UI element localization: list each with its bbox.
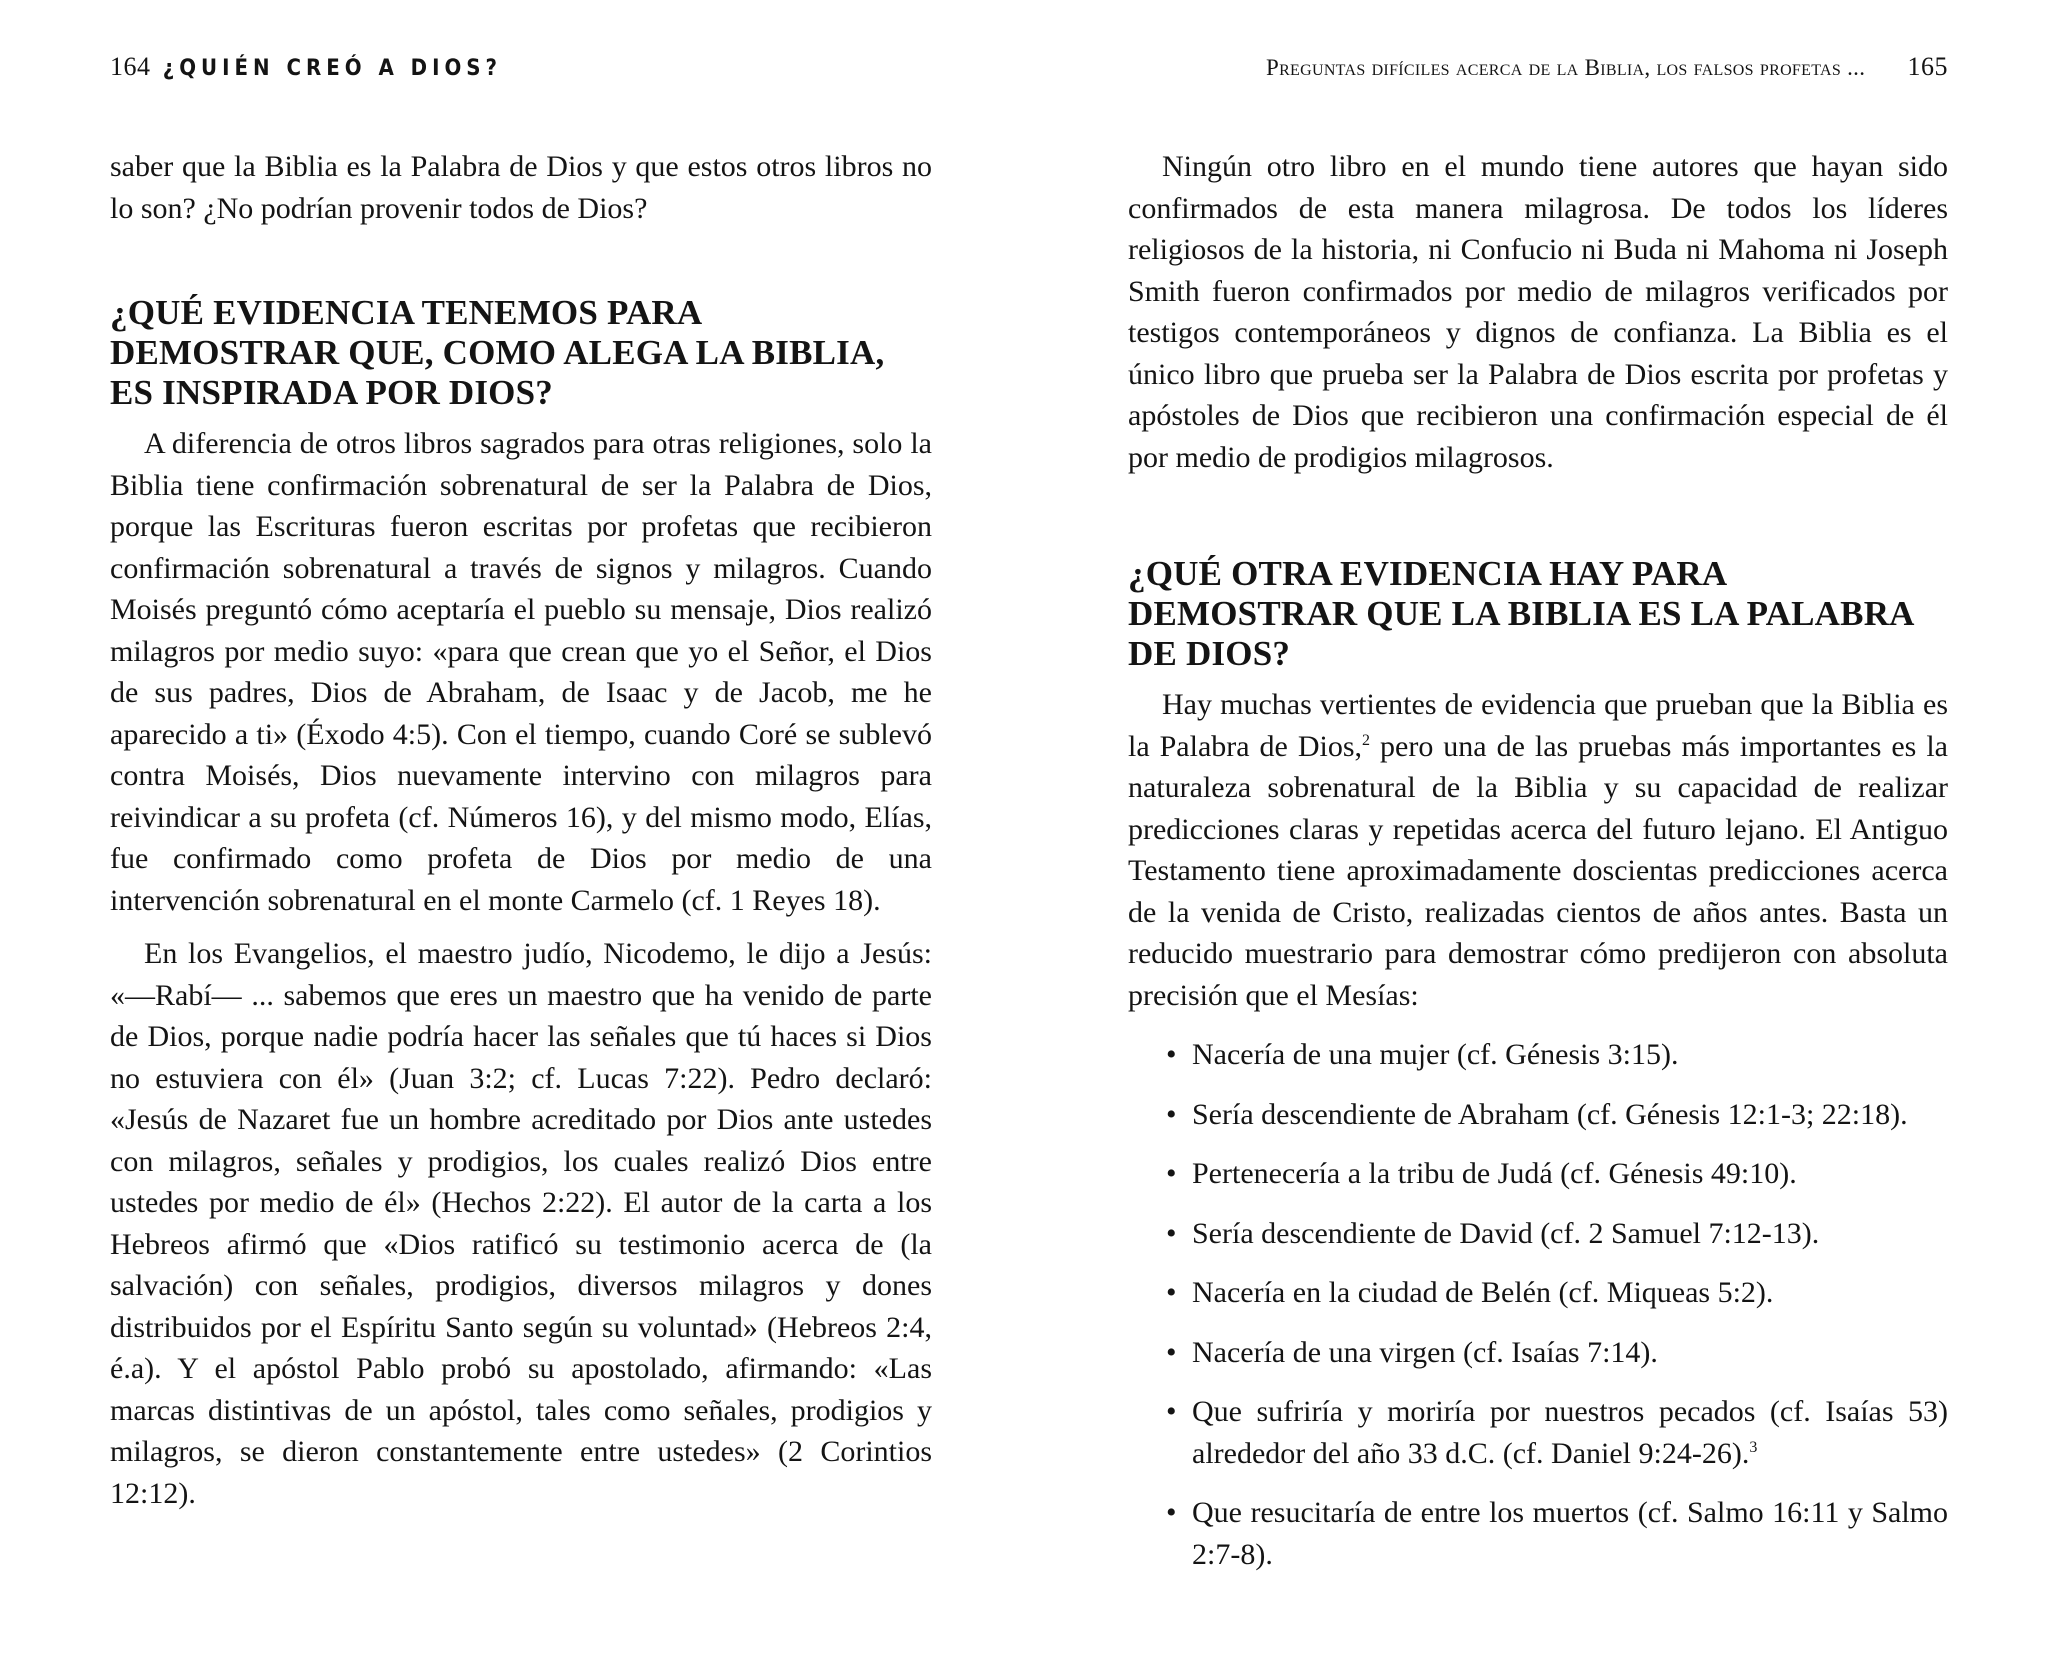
- paragraph-text: pero una de las pruebas más importantes es la naturaleza sobrenatural de la Biblia y su capacidad de realizar predicciones claras y repetidas acerca del futuro lejano. El Antiguo Testamento tiene aproximadamente doscientas predicciones acerca de la venida de Cristo, realizadas cientos de años antes. Basta un reducido muestrario para demostrar cómo predijeron con absoluta precisión que el Mesías:: [1128, 729, 1948, 1012]
- body-paragraph: Ningún otro libro en el mundo tiene autores que hayan sido confirmados de esta manera milagrosa. De todos los líderes religiosos de la historia, ni Confucio ni Buda ni Mahoma ni Joseph Smith fueron confirmados por medio de milagros verificados por testigos contemporáneos y dignos de confianza. La Biblia es el único libro que prueba ser la Palabra de Dios escrita por profetas y apóstoles de Dios que recibieron una confirmación especial de él por medio de prodigios milagrosos.: [1128, 150, 1948, 474]
- running-head-right: [1128, 52, 1948, 92]
- page-number-left: 164: [110, 52, 151, 81]
- left-page: [110, 0, 932, 1674]
- paragraph-text: Hay muchas vertientes de evidencia que prueban que la Biblia es la Palabra de Dios,: [1128, 688, 1948, 763]
- list-item-text: Pertenecería a la tribu de Judá (cf. Génesis 49:10).: [1192, 1157, 1797, 1190]
- book-title: ¿QUIÉN CREÓ A DIOS?: [162, 56, 503, 81]
- chapter-title: Preguntas difíciles acerca de la Biblia, los falsos profetas ...: [1265, 55, 1866, 80]
- prediction-list: [1128, 1034, 1948, 1575]
- bullet-icon: •: [1166, 1097, 1177, 1131]
- list-item: [1166, 1213, 1948, 1255]
- list-item: [1166, 1153, 1948, 1195]
- list-item-text: Que resucitaría de entre los muertos (cf. Salmo 16:11 y Salmo 2:7-8).: [1192, 1496, 1948, 1571]
- right-page-body: [1128, 146, 1948, 1593]
- list-item-text: Sería descendiente de David (cf. 2 Samuel 7:12-13).: [1192, 1216, 1820, 1250]
- opening-paragraph: saber que la Biblia es la Palabra de Dios y que estos otros libros no lo son? ¿No podrían provenir todos de Dios?: [110, 150, 932, 225]
- left-page-body: [110, 146, 932, 1514]
- body-paragraph: [1128, 684, 1948, 1016]
- right-page: [1128, 0, 1948, 1674]
- running-head-left: [110, 52, 932, 92]
- list-item: [1166, 1272, 1948, 1314]
- list-item: [1166, 1391, 1948, 1474]
- bullet-icon: •: [1166, 1395, 1177, 1428]
- section-heading-inspiration: ¿QUÉ EVIDENCIA TENEMOS PARA DEMOSTRAR QUE, COMO ALEGA LA BIBLIA, ES INSPIRADA POR DIOS?: [110, 293, 885, 412]
- footnote-ref: 3: [1749, 1438, 1758, 1456]
- footnote-ref: 2: [1362, 731, 1371, 749]
- bullet-icon: •: [1166, 1216, 1177, 1250]
- bullet-icon: •: [1166, 1157, 1177, 1190]
- list-item: [1166, 1034, 1948, 1076]
- bullet-icon: •: [1166, 1496, 1177, 1529]
- bullet-icon: •: [1166, 1038, 1177, 1071]
- list-item-text: Que sufriría y moriría por nuestros pecados (cf. Isaías 53) alrededor del año 33 d.C. (cf. Daniel 9:24-26).: [1192, 1395, 1948, 1470]
- list-item-text: Nacería en la ciudad de Belén (cf. Miqueas 5:2).: [1192, 1276, 1774, 1309]
- list-item: [1166, 1094, 1948, 1136]
- body-paragraph: A diferencia de otros libros sagrados para otras religiones, solo la Biblia tiene confirmación sobrenatural de ser la Palabra de Dios, porque las Escrituras fueron escritas por profetas que recibieron confirmación sobrenatural a través de signos y milagros. Cuando Moisés preguntó cómo aceptaría el pueblo su mensaje, Dios realizó milagros por medio suyo: «para que crean que yo el Señor, el Dios de sus padres, Dios de Abraham, de Isaac y de Jacob, me he aparecido a ti» (Éxodo 4:5). Con el tiempo, cuando Coré se sublevó contra Moisés, Dios nuevamente intervino con milagros para reivindicar a su profeta (cf. Números 16), y del mismo modo, Elías, fue confirmado como profeta de Dios por medio de una intervención sobrenatural en el monte Carmelo (cf. 1 Reyes 18).: [110, 427, 932, 917]
- list-item-text: Sería descendiente de Abraham (cf. Génesis 12:1-3; 22:18).: [1192, 1097, 1908, 1131]
- body-paragraph: En los Evangelios, el maestro judío, Nicodemo, le dijo a Jesús: «—Rabí— ... sabemos que eres un maestro que ha venido de parte de Dios, porque nadie podría hacer las señales que tú haces si Dios no estuviera con él» (Juan 3:2; cf. Lucas 7:22). Pedro declaró: «Jesús de Nazaret fue un hombre acreditado por Dios ante ustedes con milagros, señales y prodigios, los cuales realizó Dios entre ustedes por medio de él» (Hechos 2:22). El autor de la carta a los Hebreos afirmó que «Dios ratificó su testimonio acerca de (la salvación) con señales, prodigios, diversos milagros y dones distribuidos por el Espíritu Santo según su voluntad» (Hebreos 2:4, é.a). Y el apóstol Pablo probó su apostolado, afirmando: «Las marcas distintivas de un apóstol, tales como señales, prodigios y milagros, se dieron constantemente entre ustedes» (2 Corintios 12:12).: [110, 937, 932, 1510]
- list-item: [1166, 1492, 1948, 1575]
- section-heading-other-evidence: ¿QUÉ OTRA EVIDENCIA HAY PARA DEMOSTRAR QUE LA BIBLIA ES LA PALABRA DE DIOS?: [1128, 554, 1913, 673]
- bullet-icon: •: [1166, 1335, 1177, 1369]
- page-number-right: 165: [1907, 52, 1948, 81]
- list-item: [1166, 1332, 1948, 1374]
- list-item-text: Nacería de una virgen (cf. Isaías 7:14).: [1192, 1335, 1658, 1369]
- list-item-text: Nacería de una mujer (cf. Génesis 3:15).: [1192, 1038, 1679, 1071]
- bullet-icon: •: [1166, 1276, 1177, 1309]
